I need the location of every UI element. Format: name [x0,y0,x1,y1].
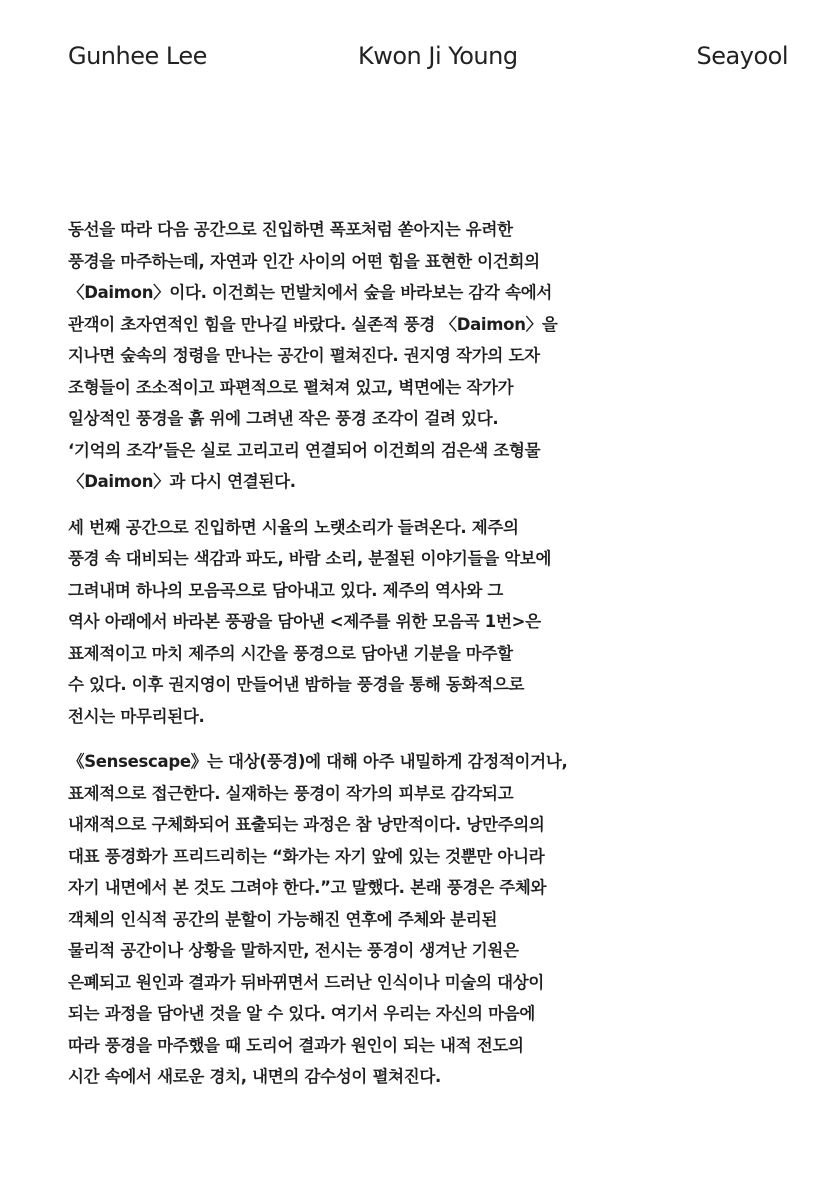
paragraph [68,746,613,1093]
artist-header [68,42,788,76]
text-line: 풍경을 마주하는데, 자연과 인간 사이의 어떤 힘을 표현한 이건희의 [68,251,540,271]
text-line: 시간 속에서 새로운 경치, 내면의 감수성이 펼쳐진다. [68,1067,442,1086]
text-line: 그려내며 하나의 모음곡으로 담아내고 있다. 제주의 역사와 그 [68,580,504,600]
text-line: 은폐되고 원인과 결과가 뒤바뀌면서 드러난 인식이나 미술의 대상이 [68,972,545,992]
text-line: 물리적 공간이나 상황을 말하지만, 전시는 풍경이 생겨난 기원은 [68,941,519,960]
paragraph [68,512,613,733]
text-line: 〈Daimon〉이다. 이건희는 먼발치에서 숲을 바라보는 감각 속에서 [68,283,553,302]
text-line: 대표 풍경화가 프리드리히는 “화가는 자기 앞에 있는 것뿐만 아니라 [68,846,545,866]
text-line: 〈Daimon〉과 다시 연결된다. [68,472,296,491]
text-line: 관객이 초자연적인 힘을 만나길 바랐다. 실존적 풍경 〈Daimon〉을 [68,314,558,334]
text-line: 지나면 숲속의 정령을 만나는 공간이 펼쳐진다. 권지영 작가의 도자 [68,346,540,365]
text-line: 전시는 마무리된다. [68,706,205,726]
text-line: 표제적이고 마치 제주의 시간을 풍경으로 담아낸 기분을 마주할 [68,643,513,663]
text-line: 객체의 인식적 공간의 분할이 가능해진 연후에 주체와 분리된 [68,909,498,929]
text-line: 풍경 속 대비되는 색감과 파도, 바람 소리, 분절된 이야기들을 악보에 [68,549,552,568]
text-line: 《Sensescape》는 대상(풍경)에 대해 아주 내밀하게 감정적이거나, [68,752,568,771]
exhibition-text [68,214,613,1107]
paragraph [68,214,613,498]
text-line: 동선을 따라 다음 공간으로 진입하면 폭포처럼 쏟아지는 유려한 [68,220,513,239]
text-line: 역사 아래에서 바라본 풍광을 담아낸 <제주를 위한 모음곡 1번>은 [68,612,541,631]
text-line: 되는 과정을 담아낸 것을 알 수 있다. 여기서 우리는 자신의 마음에 [68,1004,536,1023]
text-line: 수 있다. 이후 권지영이 만들어낸 밤하늘 풍경을 통해 동화적으로 [68,675,525,694]
text-line: 조형들이 조소적이고 파편적으로 펼쳐져 있고, 벽면에는 작가가 [68,377,514,397]
text-line: 세 번째 공간으로 진입하면 시율의 노랫소리가 들려온다. 제주의 [68,517,519,537]
text-line: 표제적으로 접근한다. 실재하는 풍경이 작가의 피부로 감각되고 [68,783,514,803]
text-line: 내재적으로 구체화되어 표출되는 과정은 참 낭만적이다. 낭만주의의 [68,815,545,834]
text-line: 따라 풍경을 마주했을 때 도리어 결과가 원인이 되는 내적 전도의 [68,1035,524,1055]
text-line: 일상적인 풍경을 흙 위에 그려낸 작은 풍경 조각이 걸려 있다. [68,409,499,428]
artist-name-seayool: Seayool [696,42,788,70]
text-line: 자기 내면에서 본 것도 그려야 한다.”고 말했다. 본래 풍경은 주체와 [68,878,547,897]
text-line: ‘기억의 조각’들은 실로 고리고리 연결되어 이건희의 검은색 조형물 [68,440,541,460]
artist-name-kwon-ji-young: Kwon Ji Young [358,42,518,70]
artist-name-gunhee-lee: Gunhee Lee [68,42,207,70]
